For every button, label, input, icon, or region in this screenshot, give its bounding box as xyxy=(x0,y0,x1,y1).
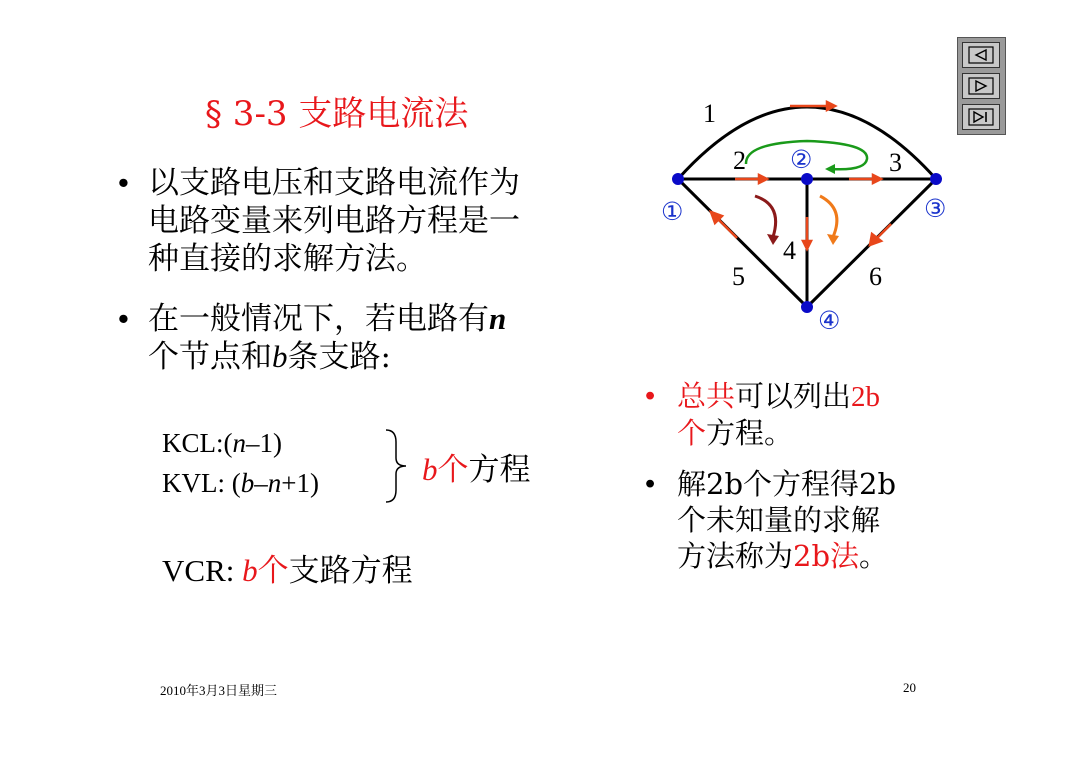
bullet-1-line-3: 种直接的求解方法。 xyxy=(148,241,427,277)
bullet-dot: • xyxy=(645,468,656,500)
branch-label-5: 6 xyxy=(869,262,882,291)
footer-date: 2010年3月3日星期三 xyxy=(160,683,278,698)
bullet-2-line-2: 个节点和b条支路: xyxy=(148,339,391,375)
next-icon xyxy=(963,74,999,98)
node-label-3: ③ xyxy=(924,194,947,223)
last-icon xyxy=(963,105,999,129)
right-brace xyxy=(382,428,410,504)
next-slide-button[interactable] xyxy=(962,73,1000,99)
kcl-equation: KCL:(n–1) xyxy=(162,428,282,458)
branch-label-3: 4 xyxy=(783,236,796,265)
slide-title: § 3-3 支路电流法 xyxy=(205,94,469,134)
node-1-dot xyxy=(672,173,684,185)
node-label-4: ④ xyxy=(818,306,841,335)
node-label-2: ② xyxy=(790,145,813,174)
branch-label-1: 5 xyxy=(732,262,745,291)
arrow-branch-5 xyxy=(876,224,891,239)
loop-arrow-dark xyxy=(755,196,776,237)
bullet-dot: • xyxy=(645,380,656,412)
node-4-dot xyxy=(801,301,813,313)
branch-label-6: 1 xyxy=(703,99,716,128)
right-bullet-1-line-2: 个方程。 xyxy=(677,416,794,450)
prev-slide-button[interactable] xyxy=(962,42,1000,68)
equation-total: b个方程 xyxy=(422,452,531,488)
circuit-graph xyxy=(655,95,975,345)
right-bullet-2-line-2: 个未知量的求解 xyxy=(677,503,881,537)
slide-nav-panel xyxy=(957,37,1006,135)
bullet-1-line-1: 以支路电压和支路电流作为 xyxy=(148,165,520,201)
prev-icon xyxy=(963,43,999,67)
last-slide-button[interactable] xyxy=(962,104,1000,130)
bullet-dot: • xyxy=(118,165,129,200)
right-bullet-2-line-1: 解2b个方程得2b xyxy=(677,467,897,501)
branch-label-2: 2 xyxy=(733,146,746,175)
right-bullet-1-line-1: 总共可以列出2b xyxy=(677,379,881,413)
kvl-equation: KVL: (b–n+1) xyxy=(162,468,319,498)
branch-label-4: 3 xyxy=(889,148,902,177)
node-2-dot xyxy=(801,173,813,185)
loop-arrow-orange xyxy=(820,196,837,237)
right-bullet-2-line-3: 方法称为2b法。 xyxy=(677,539,889,573)
bullet-dot: • xyxy=(118,301,129,336)
bullet-1-line-2: 电路变量来列电路方程是一 xyxy=(148,203,520,239)
node-label-1: ① xyxy=(661,197,684,226)
node-3-dot xyxy=(930,173,942,185)
vcr-line: VCR: b个支路方程 xyxy=(162,553,413,589)
arrow-branch-1 xyxy=(717,218,737,238)
bullet-2-line-1: 在一般情况下，若电路有n xyxy=(148,301,507,337)
page-number: 20 xyxy=(903,680,916,695)
